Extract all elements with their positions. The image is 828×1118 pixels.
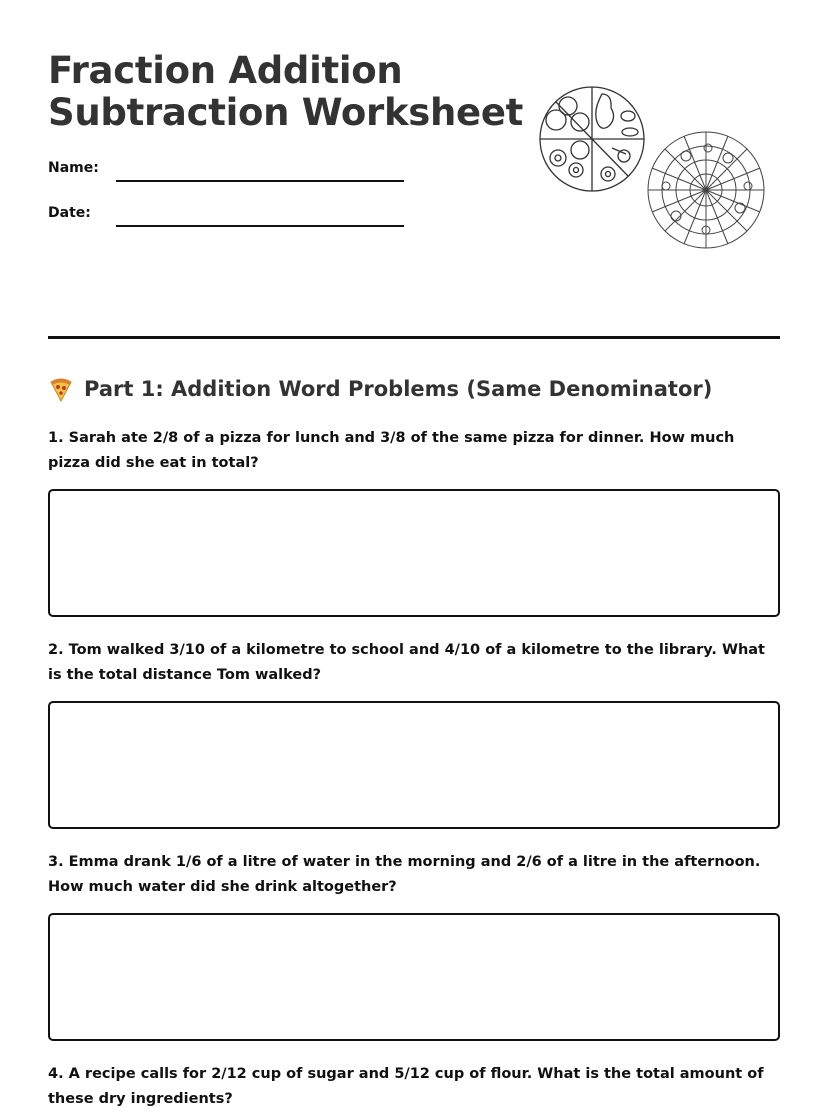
answer-box-1[interactable] <box>48 489 780 617</box>
name-line[interactable] <box>116 180 404 182</box>
question-4: 4. A recipe calls for 2/12 cup of sugar and 5/12 cup of flour. What is the total amount of these dry ingredients? <box>48 1066 764 1107</box>
name-field[interactable] <box>48 160 408 190</box>
fruit-pie-icon <box>540 87 644 191</box>
page-title <box>48 50 523 134</box>
fraction-pies-illustration-icon <box>536 86 768 252</box>
question-2: 2. Tom walked 3/10 of a kilometre to school and 4/10 of a kilometre to the library. What is the total distance Tom walked? <box>48 642 765 683</box>
title-line-2: Subtraction Worksheet <box>48 91 524 134</box>
title-line-1: Fraction Addition <box>48 49 403 92</box>
date-line[interactable] <box>116 225 404 227</box>
name-label: Name: <box>48 160 99 176</box>
date-label: Date: <box>48 205 91 221</box>
section-divider <box>48 336 780 339</box>
question-1: 1. Sarah ate 2/8 of a pizza for lunch and 3/8 of the same pizza for dinner. How much pizza did she eat in total? <box>48 430 735 471</box>
answer-box-3[interactable] <box>48 913 780 1041</box>
date-field[interactable] <box>48 205 408 235</box>
part1-title: Part 1: Addition Word Problems (Same Denominator) <box>84 377 713 401</box>
worksheet-page <box>48 0 780 1118</box>
pizza-icon <box>48 376 74 402</box>
question-3: 3. Emma drank 1/6 of a litre of water in the morning and 2/6 of a litre in the afternoon. How much water did she drink altogether? <box>48 854 761 895</box>
mandala-pie-icon <box>648 132 764 248</box>
part1-heading <box>48 374 712 404</box>
answer-box-2[interactable] <box>48 701 780 829</box>
